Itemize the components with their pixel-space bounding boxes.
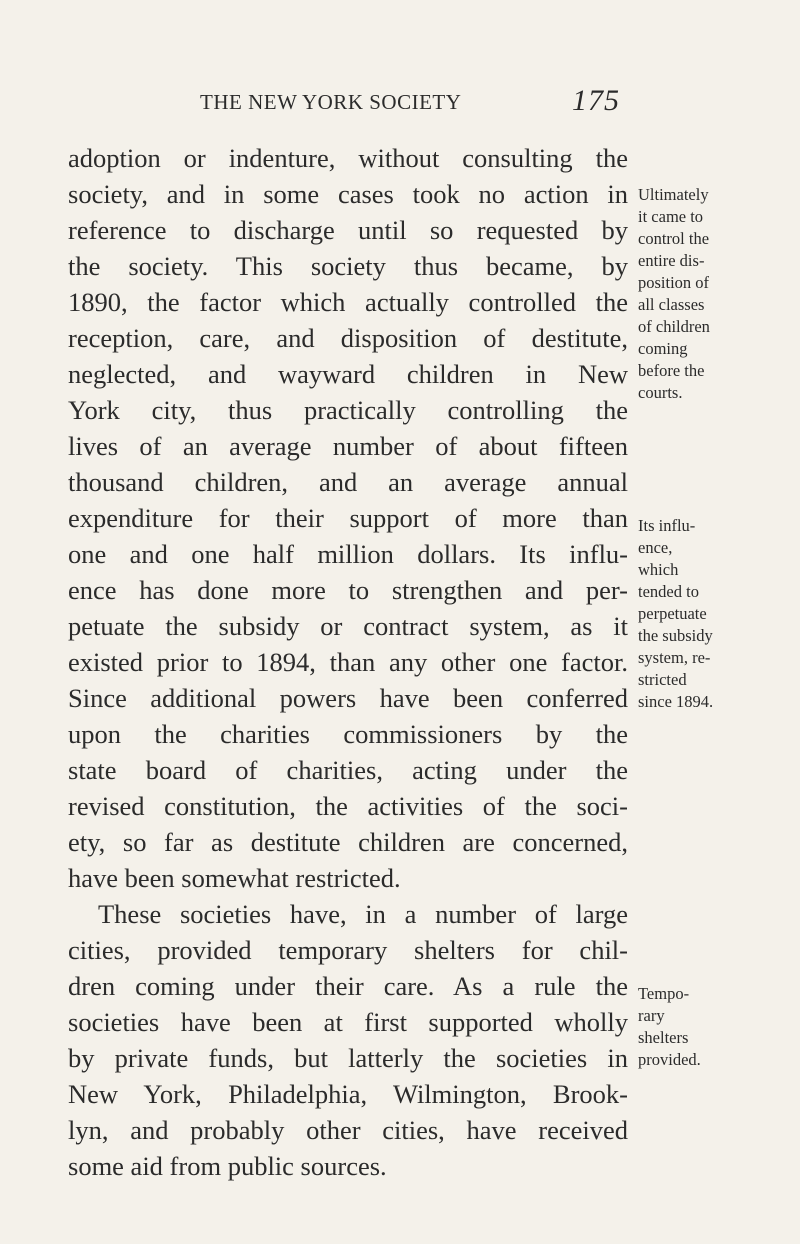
text-line: by private funds, but latterly the societies in — [68, 1043, 628, 1073]
side-note-line: coming — [638, 339, 688, 358]
side-note-line: position of — [638, 273, 710, 292]
text-line: societies have been at first supported wholly — [68, 1007, 628, 1037]
text-line: thousand children, and an average annual — [68, 467, 628, 497]
text-line: dren coming under their care. As a rule the — [68, 971, 628, 1001]
running-title: THE NEW YORK SOCIETY — [200, 90, 462, 114]
side-note-line: provided. — [638, 1050, 701, 1069]
text-line: one and one half million dollars. Its influ- — [68, 539, 628, 569]
text-line: state board of charities, acting under the — [68, 755, 628, 785]
text-line: reference to discharge until so requested by — [68, 215, 628, 245]
side-note-line: of children — [638, 317, 710, 336]
side-note-line: rary — [638, 1006, 665, 1025]
running-head — [200, 84, 620, 126]
side-note-line: courts. — [638, 383, 683, 402]
side-note-line: Tempo- — [638, 984, 690, 1003]
side-note-line: tended to — [638, 582, 699, 601]
text-line: cities, provided temporary shelters for chil- — [68, 935, 628, 965]
side-note-line: stricted — [638, 670, 687, 689]
text-line: some aid from public sources. — [68, 1151, 387, 1181]
text-line: ence has done more to strengthen and per- — [68, 575, 628, 605]
side-note-line: perpetuate — [638, 604, 707, 623]
side-note-line: the subsidy — [638, 626, 713, 645]
text-line: adoption or indenture, without consulting the — [68, 143, 628, 173]
text-line: upon the charities commissioners by the — [68, 719, 628, 749]
side-note-line: shelters — [638, 1028, 689, 1047]
text-line: reception, care, and disposition of destitute, — [68, 323, 628, 353]
side-note-line: control the — [638, 229, 710, 248]
text-line: lives of an average number of about fifteen — [68, 431, 628, 461]
side-note-line: ence, — [638, 538, 673, 557]
side-note-line: Ultimately — [638, 185, 709, 204]
text-line: the society. This society thus became, by — [68, 251, 628, 281]
side-note-line: since 1894. — [638, 692, 714, 711]
text-line: society, and in some cases took no action in — [68, 179, 628, 209]
text-line: New York, Philadelphia, Wilmington, Brook- — [68, 1079, 628, 1109]
side-note-line: system, re- — [638, 648, 711, 667]
text-line: ety, so far as destitute children are concerned, — [68, 827, 628, 857]
side-note-line: before the — [638, 361, 705, 380]
text-line: York city, thus practically controlling the — [68, 395, 628, 425]
side-note-line: Its influ- — [638, 516, 696, 535]
page-number: 175 — [572, 84, 620, 117]
text-line: revised constitution, the activities of the soci- — [68, 791, 628, 821]
text-line: lyn, and probably other cities, have received — [68, 1115, 628, 1145]
text-line: These societies have, in a number of large — [98, 899, 628, 929]
text-line: neglected, and wayward children in New — [68, 359, 628, 389]
side-note-line: it came to — [638, 207, 704, 226]
text-line: have been somewhat restricted. — [68, 863, 401, 893]
text-line: petuate the subsidy or contract system, as it — [68, 611, 628, 641]
side-note-line: all classes — [638, 295, 705, 314]
side-note-line: entire dis- — [638, 251, 705, 270]
text-line: expenditure for their support of more than — [68, 503, 628, 533]
text-line: 1890, the factor which actually controlled the — [68, 287, 628, 317]
side-note-line: which — [638, 560, 679, 579]
text-line: existed prior to 1894, than any other one factor. — [68, 647, 628, 677]
text-line: Since additional powers have been conferred — [68, 683, 628, 713]
